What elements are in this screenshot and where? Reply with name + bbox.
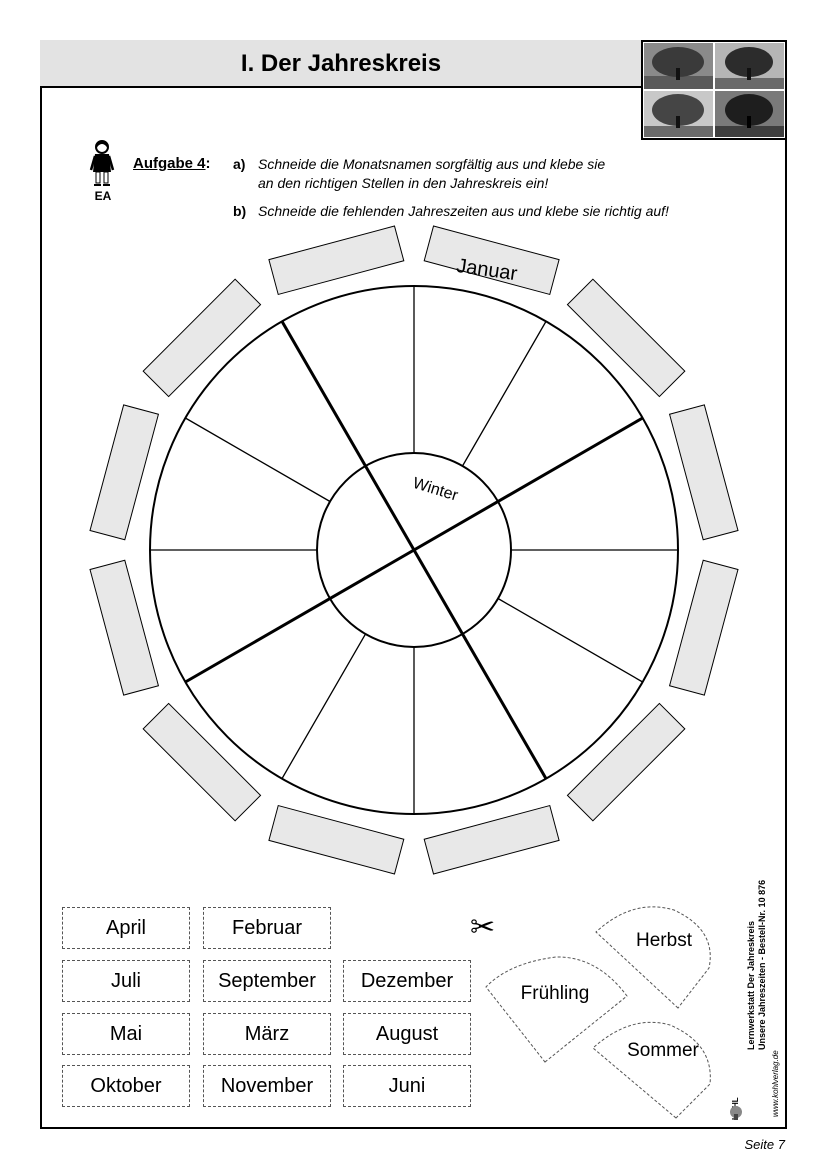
task-a-line2: an den richtigen Stellen in den Jahreskreis ein! [258,175,549,191]
month-slot-box [269,226,404,294]
month-slot-box [670,405,738,540]
month-slot-box [670,560,738,695]
cut-card-september[interactable]: September [203,960,331,1002]
season-label-winter: Winter [410,474,460,505]
cut-card-november[interactable]: November [203,1065,331,1107]
cut-card-oktober[interactable]: Oktober [62,1065,190,1107]
month-slot-box [90,560,158,695]
month-label-januar: Januar [455,254,519,286]
wedge-label-herbst: Herbst [636,930,692,951]
wedge-sommer[interactable] [593,1022,710,1118]
cut-card-juni[interactable]: Juni [343,1065,471,1107]
task-a-marker: a) [233,156,246,172]
wedge-label-fruehling: Frühling [520,983,590,1004]
page-number: Seite 7 [744,1137,785,1152]
task-b-text: Schneide die fehlenden Jahreszeiten aus und klebe sie richtig auf! [258,203,669,219]
cut-card-maerz[interactable]: März [203,1013,331,1055]
cut-card-juli[interactable]: Juli [62,960,190,1002]
month-slot-box [269,806,404,874]
ea-badge: EA [94,189,112,203]
cut-card-dezember[interactable]: Dezember [343,960,471,1002]
publisher-url: www.kohlverlag.de [771,1050,780,1117]
task-label: Aufgabe 4: [133,155,211,172]
publisher-line2: Unsere Jahreszeiten - Bestell-Nr. 10 876 [757,879,767,1050]
cut-card-april[interactable]: April [62,907,190,949]
wedge-label-sommer: Sommer [627,1040,699,1061]
publisher-logo-icon [728,1060,744,1120]
publisher-line1: Lernwerkstatt Der Jahreskreis [746,920,756,1050]
cut-card-mai[interactable]: Mai [62,1013,190,1055]
page-title: I. Der Jahreskreis [240,50,442,77]
task-b-marker: b) [233,203,247,219]
month-slot-box [424,806,559,874]
scissors-icon: ✂ [470,911,496,944]
task-a-line1: Schneide die Monatsnamen sorgfältig aus und klebe sie [258,156,606,172]
cut-card-februar[interactable]: Februar [203,907,331,949]
cut-card-august[interactable]: August [343,1013,471,1055]
month-slot-box [90,405,158,540]
publisher-info [746,880,768,1050]
